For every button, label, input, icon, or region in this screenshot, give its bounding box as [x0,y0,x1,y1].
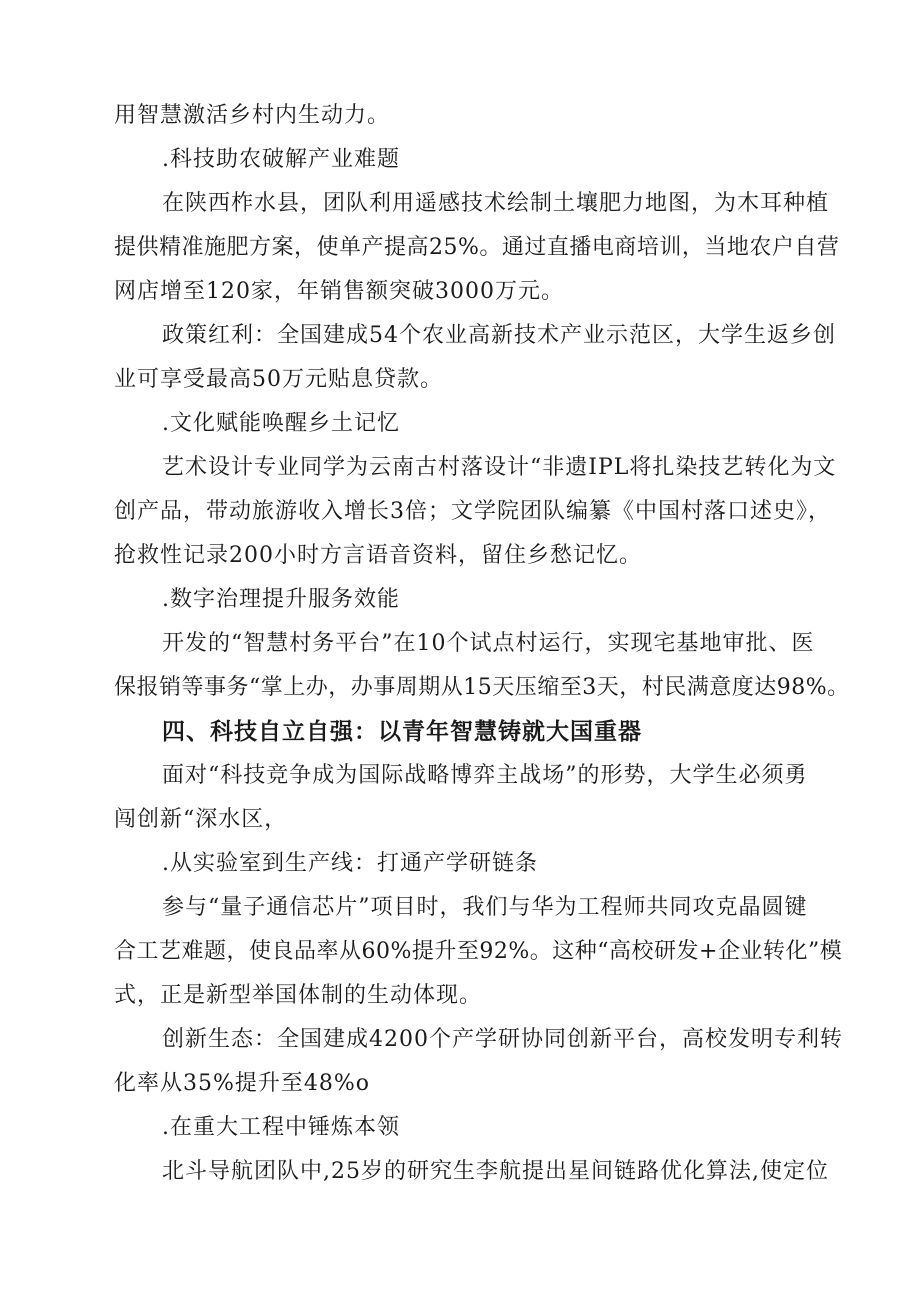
paragraph-line: 网店增至120家，年销售额突破3000万元。 [114,279,564,304]
paragraph-line: 保报销等事务“掌上办，办事周期从15天压缩至3天，村民满意度达98%。 [114,675,850,700]
paragraph-line: 参与“量子通信芯片”项目时，我们与华为工程师共同攻克晶圆键 [162,895,808,920]
paragraph-line: 北斗导航团队中,25岁的研究生李航提出星间链路优化算法,使定位 [162,1159,829,1184]
paragraph-line: 在陕西柞水县，团队利用遥感技术绘制土壤肥力地图，为木耳种植 [162,191,830,216]
paragraph-line: 开发的“智慧村务平台”在10个试点村运行，实现宅基地审批、医 [162,631,815,656]
paragraph-line: 创新生态：全国建成4200个产学研协同创新平台，高校发明专利转 [162,1027,843,1052]
paragraph-line: 化率从35%提升至48%o [114,1071,371,1096]
subsection-heading: .从实验室到生产线：打通产学研链条 [162,851,538,876]
paragraph-line: 创产品，带动旅游收入增长3倍；文学院团队编纂《中国村落口述史》， [114,499,831,524]
subsection-heading: .在重大工程中锤炼本领 [162,1115,400,1140]
paragraph-line: 合工艺难题，使良品率从60%提升至92%。这种“高校研发+企业转化”模 [114,939,843,964]
section-heading: 四、科技自立自强：以青年智慧铸就大国重器 [162,719,642,745]
paragraph-line: 用智慧激活乡村内生动力。 [114,103,391,128]
paragraph-line: 提供精准施肥方案，使单产提高25%。通过直播电商培训，当地农户自营 [114,235,840,260]
paragraph-line: 面对“科技竞争成为国际战略博弈主战场”的形势，大学生必须勇 [162,763,808,788]
subsection-heading: .文化赋能唤醒乡土记忆 [162,411,400,436]
paragraph-line: 抢救性记录200小时方言语音资料，留住乡愁记忆。 [114,543,642,568]
paragraph-line: 闯创新“深水区， [114,807,288,832]
subsection-heading: .数字治理提升服务效能 [162,587,400,612]
paragraph-line: 政策红利：全国建成54个农业高新技术产业示范区，大学生返乡创 [162,323,836,348]
paragraph-line: 艺术设计专业同学为云南古村落设计“非遗IPL将扎染技艺转化为文 [162,455,837,480]
paragraph-line: 式，正是新型举国体制的生动体现。 [114,983,483,1008]
subsection-heading: .科技助农破解产业难题 [162,147,400,172]
paragraph-line: 业可享受最高50万元贴息贷款。 [114,367,443,392]
